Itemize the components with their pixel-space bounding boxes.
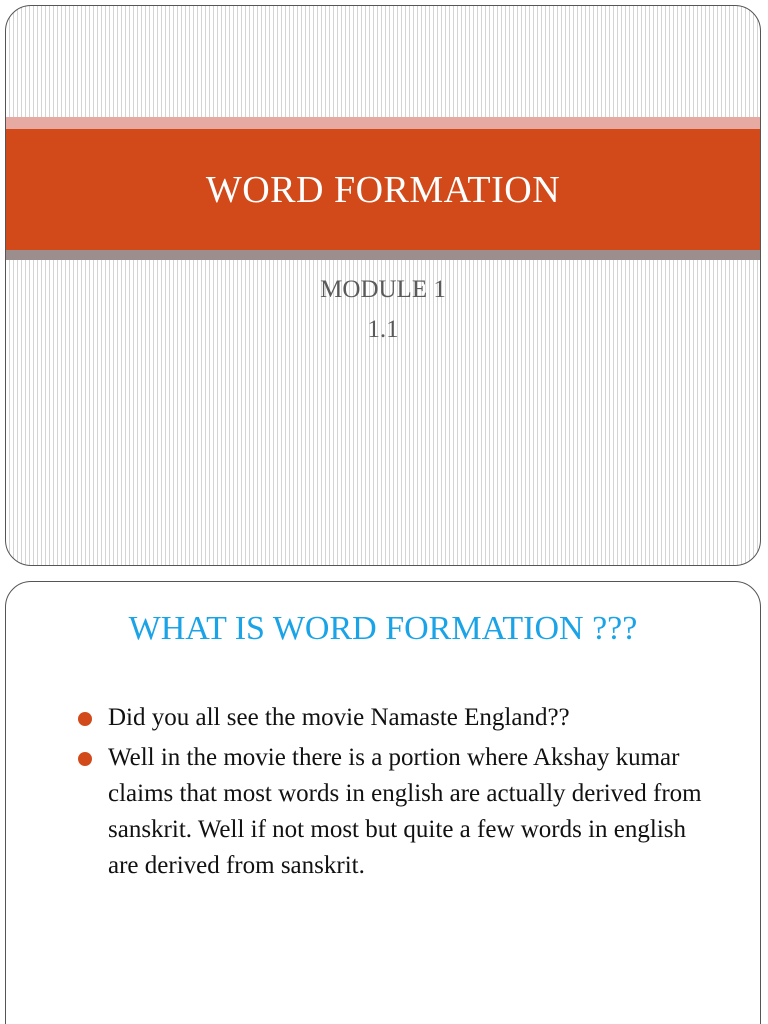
slide-title: WORD FORMATION [205, 168, 561, 211]
bullet-text: Did you all see the movie Namaste England?? [108, 704, 570, 731]
title-band [6, 129, 760, 250]
bullet-dot-icon [78, 752, 92, 766]
list-item [76, 740, 716, 884]
module-label: MODULE 1 [320, 276, 446, 303]
content-slide [5, 581, 761, 1024]
section-number: 1.1 [367, 316, 399, 343]
bullet-dot-icon [78, 712, 92, 726]
slide-heading: WHAT IS WORD FORMATION ??? [128, 610, 638, 647]
bullet-text: Well in the movie there is a portion where Akshay kumar claims that most words in english are actually derived from sanskrit. Well if not most but quite a few words in english are derived from sanskrit. [108, 744, 702, 879]
title-slide [5, 5, 761, 566]
title-band-top-stripe [6, 117, 760, 129]
title-band-bottom-stripe [6, 250, 760, 260]
list-item [76, 700, 716, 736]
bullet-list [76, 700, 716, 888]
